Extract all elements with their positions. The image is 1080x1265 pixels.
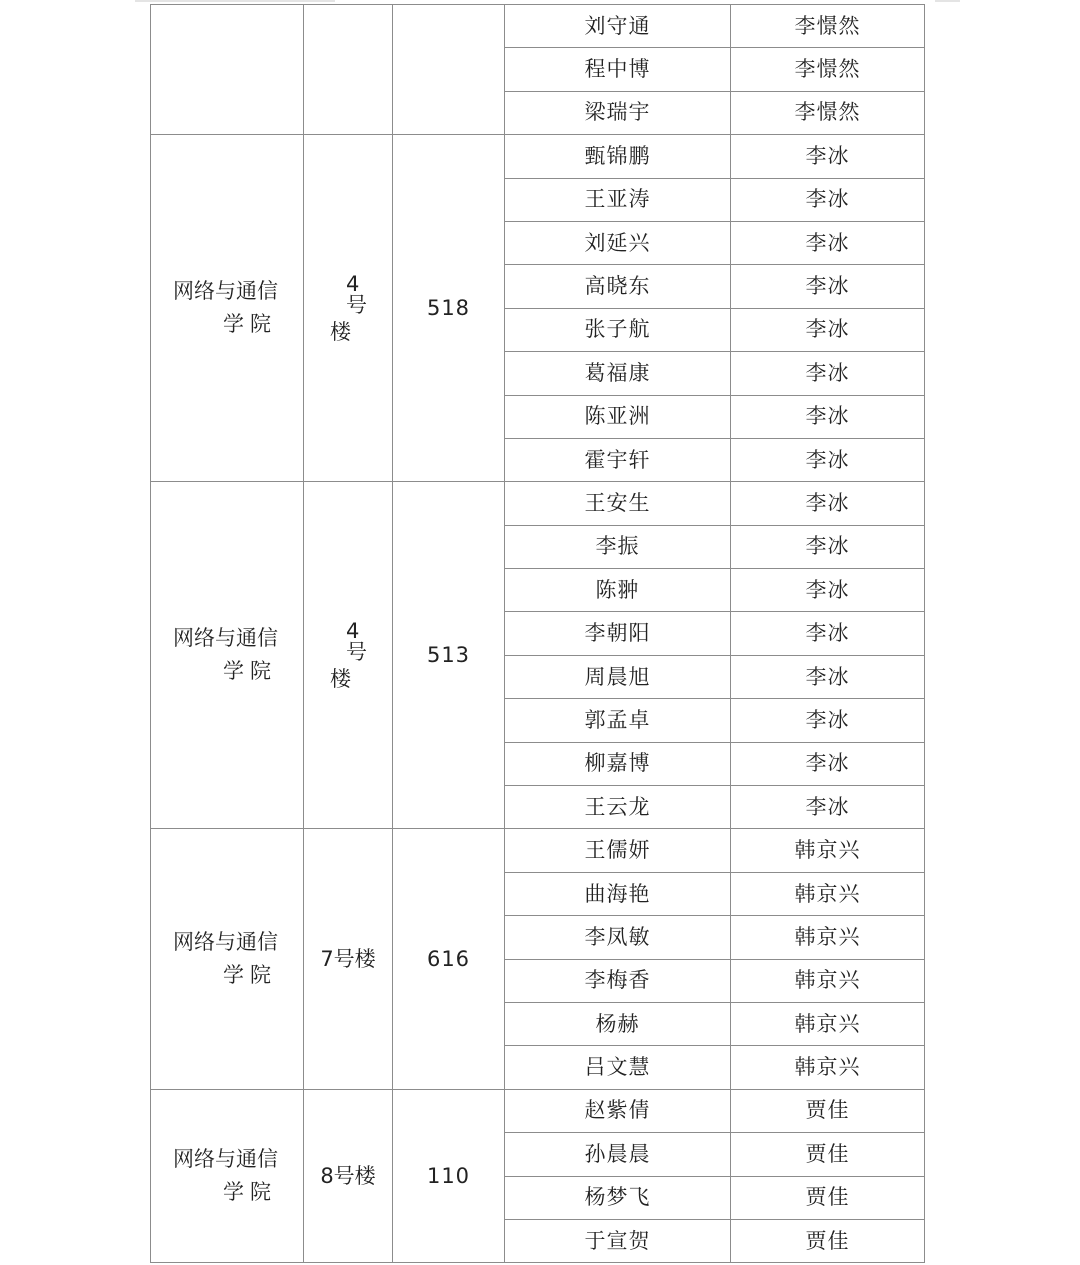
teacher-name-cell: 李冰: [731, 265, 925, 308]
student-name-cell: 李振: [505, 525, 731, 568]
teacher-name-cell: 贾佳: [731, 1176, 925, 1219]
student-name-cell: 霍宇轩: [505, 438, 731, 481]
student-name-cell: 王安生: [505, 482, 731, 525]
teacher-name-cell: 韩京兴: [731, 916, 925, 959]
table-row: [151, 5, 925, 48]
teacher-name-cell: 贾佳: [731, 1133, 925, 1176]
teacher-name-cell: 李冰: [731, 525, 925, 568]
student-name-cell: 李梅香: [505, 959, 731, 1002]
student-name-cell: 程中博: [505, 48, 731, 91]
teacher-name-cell: 李憬然: [731, 48, 925, 91]
teacher-name-cell: 韩京兴: [731, 959, 925, 1002]
student-name-cell: 李凤敏: [505, 916, 731, 959]
room-number-cell: 513: [393, 482, 505, 829]
student-name-cell: 张子航: [505, 308, 731, 351]
college-cell: [151, 135, 304, 482]
college-name-line1: 网络与通信: [173, 1147, 278, 1172]
teacher-name-cell: 李冰: [731, 221, 925, 264]
teacher-name-cell: 韩京兴: [731, 872, 925, 915]
college-cell: [151, 5, 304, 135]
student-name-cell: 柳嘉博: [505, 742, 731, 785]
table-row: [151, 482, 925, 525]
building-label: [320, 1163, 376, 1188]
building-cell: [304, 482, 393, 829]
student-name-cell: 王云龙: [505, 786, 731, 829]
student-name-cell: 王亚涛: [505, 178, 731, 221]
teacher-name-cell: 李冰: [731, 438, 925, 481]
teacher-name-cell: 贾佳: [731, 1089, 925, 1132]
student-name-cell: 杨赫: [505, 1002, 731, 1045]
teacher-name-cell: 李冰: [731, 178, 925, 221]
teacher-name-cell: 贾佳: [731, 1219, 925, 1262]
student-name-cell: 高晓东: [505, 265, 731, 308]
page-top-edge-right: [935, 0, 960, 2]
student-name-cell: 郭孟卓: [505, 699, 731, 742]
college-name-line2: 学院: [223, 312, 277, 337]
student-name-cell: 于宣贺: [505, 1219, 731, 1262]
student-name-cell: 葛福康: [505, 352, 731, 395]
building-label-part1: 8号楼: [320, 1163, 376, 1188]
building-label-part2: 楼: [330, 666, 351, 691]
teacher-name-cell: 李冰: [731, 308, 925, 351]
teacher-name-cell: 李冰: [731, 786, 925, 829]
college-cell: [151, 1089, 304, 1263]
student-name-cell: 李朝阳: [505, 612, 731, 655]
student-name-cell: 陈亚洲: [505, 395, 731, 438]
building-label: [320, 946, 376, 971]
dormitory-roster-table: [150, 4, 925, 1263]
student-name-cell: 曲海艳: [505, 872, 731, 915]
student-name-cell: 刘延兴: [505, 221, 731, 264]
student-name-cell: 赵紫倩: [505, 1089, 731, 1132]
student-name-cell: 周晨旭: [505, 655, 731, 698]
teacher-name-cell: 韩京兴: [731, 1046, 925, 1089]
teacher-name-cell: 韩京兴: [731, 1002, 925, 1045]
room-number-cell: [393, 5, 505, 135]
student-name-cell: 杨梦飞: [505, 1176, 731, 1219]
student-name-cell: 王儒妍: [505, 829, 731, 872]
teacher-name-cell: 李憬然: [731, 5, 925, 48]
building-cell: [304, 5, 393, 135]
student-name-cell: 陈翀: [505, 569, 731, 612]
teacher-name-cell: 韩京兴: [731, 829, 925, 872]
college-name-line1: 网络与通信: [173, 279, 278, 304]
teacher-name-cell: 李冰: [731, 699, 925, 742]
college-cell: [151, 829, 304, 1089]
teacher-name-cell: 李冰: [731, 352, 925, 395]
building-cell: [304, 1089, 393, 1263]
teacher-name-cell: 李冰: [731, 395, 925, 438]
building-label: [324, 271, 372, 344]
building-label-part2: 楼: [330, 319, 351, 344]
college-name-line2: 学院: [223, 963, 277, 988]
teacher-name-cell: 李冰: [731, 482, 925, 525]
page-top-edge-left: [135, 0, 335, 2]
building-label-part1: 4号: [346, 271, 367, 317]
college-name-line1: 网络与通信: [173, 626, 278, 651]
building-cell: [304, 135, 393, 482]
building-label: [324, 618, 372, 691]
student-name-cell: 梁瑞宇: [505, 91, 731, 134]
table-row: [151, 1089, 925, 1132]
teacher-name-cell: 李憬然: [731, 91, 925, 134]
college-name-line2: 学院: [223, 1180, 277, 1205]
college-name-line2: 学院: [223, 659, 277, 684]
room-number-cell: 616: [393, 829, 505, 1089]
building-label-part1: 7号楼: [320, 946, 376, 971]
student-name-cell: 孙晨晨: [505, 1133, 731, 1176]
teacher-name-cell: 李冰: [731, 742, 925, 785]
roster-body: [151, 5, 925, 1263]
student-name-cell: 甄锦鹏: [505, 135, 731, 178]
teacher-name-cell: 李冰: [731, 655, 925, 698]
student-name-cell: 刘守通: [505, 5, 731, 48]
table-row: [151, 829, 925, 872]
room-number-cell: 518: [393, 135, 505, 482]
table-row: [151, 135, 925, 178]
student-name-cell: 吕文慧: [505, 1046, 731, 1089]
college-cell: [151, 482, 304, 829]
college-name-line1: 网络与通信: [173, 930, 278, 955]
teacher-name-cell: 李冰: [731, 135, 925, 178]
teacher-name-cell: 李冰: [731, 569, 925, 612]
teacher-name-cell: 李冰: [731, 612, 925, 655]
room-number-cell: 110: [393, 1089, 505, 1263]
building-label-part1: 4号: [346, 618, 367, 664]
building-cell: [304, 829, 393, 1089]
